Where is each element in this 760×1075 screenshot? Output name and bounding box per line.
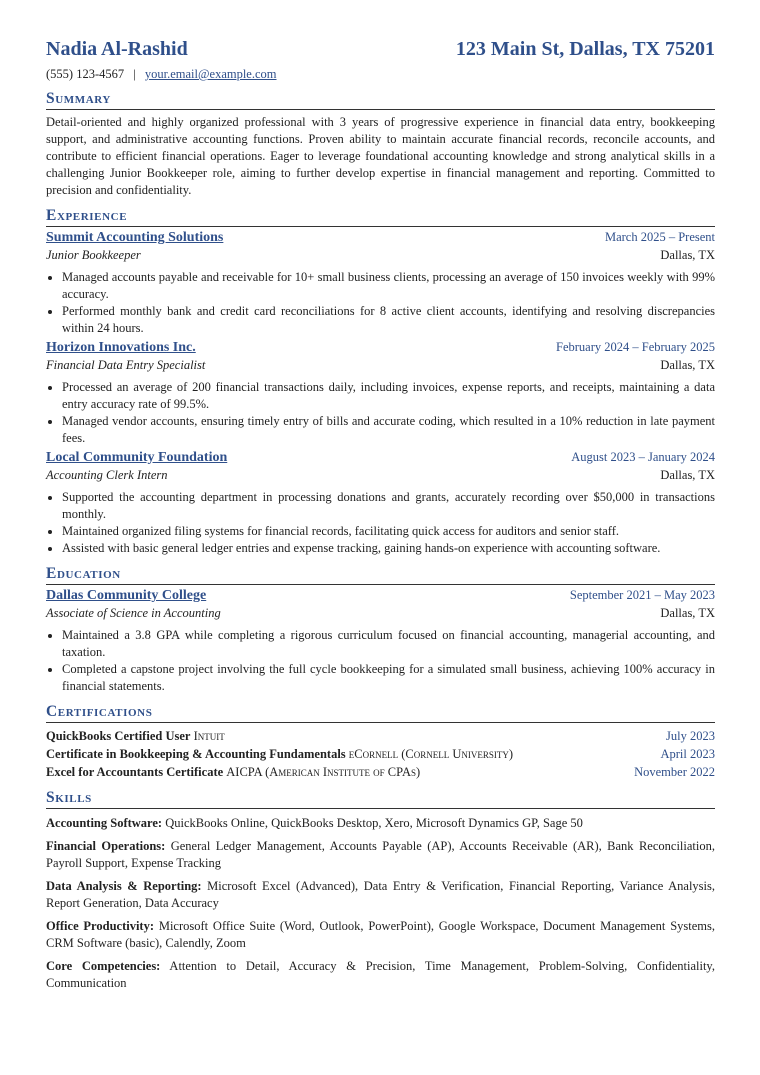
job-title: Accounting Clerk Intern — [46, 468, 168, 482]
school-name[interactable]: Dallas Community College — [46, 588, 207, 603]
candidate-name: Nadia Al-Rashid — [46, 38, 188, 60]
bullet-item: • Maintained a 3.8 GPA while completing a rigorous curriculum focused on financial accounting, managerial accounting, and taxation. — [62, 627, 715, 661]
education-section — [46, 565, 715, 695]
bullet-item: • Managed vendor accounts, ensuring timely entry of bills and accurate coding, which resulted in a 10% reduction in late payment fees. — [62, 413, 715, 447]
bullet-item: • Supported the accounting department in processing donations and grants, accurately recording over $50,000 in transactions monthly. — [62, 489, 715, 523]
employer-name[interactable]: Summit Accounting Solutions — [46, 230, 224, 245]
bullet-list — [46, 627, 715, 695]
experience-entry — [46, 230, 715, 337]
skill-category: Financial Operations: — [46, 839, 166, 853]
contact-separator: | — [133, 67, 136, 81]
certification-issuer: eCornell (Cornell University) — [348, 747, 514, 761]
skill-row — [46, 918, 715, 952]
certification-issuer: Intuit — [193, 729, 225, 743]
skill-row — [46, 958, 715, 992]
certification-name: Excel for Accountants Certificate — [46, 765, 224, 779]
bullet-item: • Performed monthly bank and credit card reconciliations for 8 active client accounts, identifying and resolving discrepancies within 24 hours. — [62, 303, 715, 337]
employment-dates: August 2023 – January 2024 — [571, 450, 715, 464]
skill-row — [46, 815, 715, 832]
employer-name[interactable]: Local Community Foundation — [46, 450, 228, 465]
certification-date: November 2022 — [634, 765, 715, 779]
certification-name: Certificate in Bookkeeping & Accounting Fundamentals — [46, 747, 346, 761]
bullet-item: • Completed a capstone project involving the full cycle bookkeeping for a simulated small business, achieving 100% accuracy in financial statements. — [62, 661, 715, 695]
section-title-education: Education — [46, 565, 715, 585]
skill-list: Attention to Detail, Accuracy & Precision, Time Management, Problem-Solving, Confidentiality, Communication — [46, 959, 715, 990]
resume-page — [46, 38, 715, 992]
summary-section — [46, 90, 715, 199]
skills-section — [46, 789, 715, 992]
certification-item — [46, 745, 715, 763]
certification-item — [46, 727, 715, 745]
skill-row — [46, 878, 715, 912]
bullet-item: • Processed an average of 200 financial transactions daily, including invoices, expense reports, and receipts, maintaining a data entry accuracy rate of 99.5%. — [62, 379, 715, 413]
contact-line — [46, 67, 715, 82]
skill-list: General Ledger Management, Accounts Payable (AP), Accounts Receivable (AR), Bank Reconciliation, Payroll Support, Expense Tracking — [46, 839, 715, 870]
section-title-experience: Experience — [46, 207, 715, 227]
bullet-list — [46, 489, 715, 557]
experience-entry — [46, 450, 715, 557]
experience-entry — [46, 340, 715, 447]
skill-list: QuickBooks Online, QuickBooks Desktop, Xero, Microsoft Dynamics GP, Sage 50 — [165, 816, 583, 830]
section-title-certifications: Certifications — [46, 703, 715, 723]
employment-dates: February 2024 – February 2025 — [556, 340, 715, 354]
certification-name: QuickBooks Certified User — [46, 729, 191, 743]
skill-category: Data Analysis & Reporting: — [46, 879, 202, 893]
school-location: Dallas, TX — [660, 606, 715, 620]
job-location: Dallas, TX — [660, 248, 715, 262]
certification-item — [46, 763, 715, 781]
bullet-item: • Assisted with basic general ledger entries and expense tracking, gaining hands-on experience with accounting software. — [62, 540, 715, 557]
job-title: Junior Bookkeeper — [46, 248, 141, 262]
job-title: Financial Data Entry Specialist — [46, 358, 206, 372]
section-title-skills: Skills — [46, 789, 715, 809]
experience-section — [46, 207, 715, 557]
resume-header — [46, 38, 715, 61]
bullet-item: • Managed accounts payable and receivable for 10+ small business clients, processing an average of 150 invoices weekly with 99% accuracy. — [62, 269, 715, 303]
skill-list: Microsoft Office Suite (Word, Outlook, PowerPoint), Google Workspace, Document Management Systems, CRM Software (basic), Calendly, Zoom — [46, 919, 716, 950]
education-entry — [46, 588, 715, 695]
bullet-list — [46, 269, 715, 337]
skill-category: Office Productivity: — [46, 919, 155, 933]
skill-category: Core Competencies: — [46, 959, 161, 973]
candidate-address: 123 Main St, Dallas, TX 75201 — [455, 38, 715, 60]
certification-issuer: AICPA (American Institute of CPAs) — [226, 765, 421, 779]
section-title-summary: Summary — [46, 90, 715, 110]
summary-text: Detail-oriented and highly organized professional with 3 years of progressive experience in financial data entry, bookkeeping support, and administrative accounting functions. Proven ability to maintain accurate financial records, reconcile accounts, and contribute to efficient financial operations. Eager to leverage foundational accounting knowledge and strong analytical skills in a challenging Junior Bookkeeper role, aiming to further develop expertise in financial management and reporting. Committed to precision and confidentiality. — [46, 115, 715, 197]
job-location: Dallas, TX — [660, 358, 715, 372]
employer-name[interactable]: Horizon Innovations Inc. — [46, 340, 196, 355]
phone-number: (555) 123-4567 — [46, 67, 125, 81]
education-dates: September 2021 – May 2023 — [569, 588, 715, 602]
employment-dates: March 2025 – Present — [604, 230, 715, 244]
degree-name: Associate of Science in Accounting — [46, 606, 221, 620]
job-location: Dallas, TX — [660, 468, 715, 482]
certification-date: April 2023 — [660, 747, 715, 761]
skill-category: Accounting Software: — [46, 816, 163, 830]
certification-date: July 2023 — [666, 729, 715, 743]
certifications-section — [46, 703, 715, 781]
email-link[interactable]: your.email@example.com — [144, 67, 277, 81]
skill-row — [46, 838, 715, 872]
bullet-list — [46, 379, 715, 447]
bullet-item: • Maintained organized filing systems for financial records, facilitating quick access for auditors and senior staff. — [62, 523, 715, 540]
skill-list: Microsoft Excel (Advanced), Data Entry & Verification, Financial Reporting, Variance Analysis, Report Generation, Data Accuracy — [46, 879, 715, 910]
